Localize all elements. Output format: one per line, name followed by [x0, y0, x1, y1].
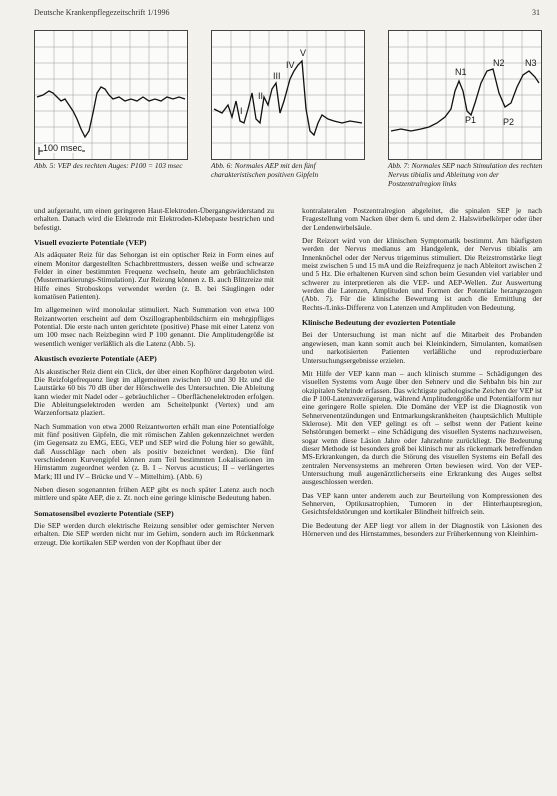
- section-heading: Akustisch evozierte Potentiale (AEP): [34, 354, 157, 364]
- right-column: [302, 207, 542, 543]
- body-paragraph: und aufgerauht, um einen geringeren Haut-Elektroden-Übergangswiderstand zu erhalten. Danach wird die Elektrode mit Elektroden-Klebepaste bestrichen und befestigt.: [34, 206, 274, 232]
- figure-sep: [388, 30, 542, 160]
- peak-label-n2: N2: [493, 58, 505, 68]
- body-paragraph: Das VEP kann unter anderem auch zur Beurteilung von Kompressionen des Sehnerven, Optikusatrophien, Tumoren in der Hinterhauptsregion, Gesichtsfeldstörungen und kortikaler Blindheit hilfreich sein.: [302, 490, 542, 517]
- figure-caption-5: Abb. 5: VEP des rechten Auges: P100 = 103 msec: [34, 161, 183, 170]
- section-heading: Visuell evozierte Potentiale (VEP): [34, 238, 147, 248]
- peak-label-1: I: [240, 106, 243, 116]
- figure-aep: [211, 30, 365, 160]
- scale-label: 100 msec: [43, 143, 83, 153]
- page-header: [34, 8, 540, 20]
- peak-label-2: II: [258, 91, 264, 101]
- peak-label-p2: P2: [503, 117, 515, 127]
- peak-label-p1: P1: [465, 115, 477, 125]
- journal-title: Deutsche Krankenpflegezeitschrift 1/1996: [34, 8, 170, 17]
- body-paragraph: kontralateralen Postzentralregion abgeleitet, die spinalen SEP je nach Fragestellung vom Nacken über dem 6. und dem 2. Halswirbelkörper oder über der Lendenwirbelsäule.: [302, 206, 542, 232]
- aep-plot: [212, 31, 364, 159]
- peak-label-5: V: [300, 48, 307, 58]
- section-heading: Somatosensibel evozierte Potentiale (SEP): [34, 508, 174, 518]
- peak-label-n3: N3: [525, 58, 537, 68]
- body-paragraph: Nach Summation von etwa 2000 Reizantworten erhält man eine Potentialfolge mit fünf positiven Gipfeln, die mit römischen Zahlen gekennzeichnet werden (im Gegensatz zu EMG, EEG, VEP und SEP wird die Polung hier so gewählt, daß Ausschläge nach oben als positiv bezeichnet werden). Die fünf verschiedenen Kurvengipfel können zum Teil bestimmten Lokalisationen im Hirnstamm zugeordnet werden (z. B. I – Nervus acusticus; II – verlängertes Mark; III und IV – Brücke und V – Mittelhirn). (Abb. 6): [34, 421, 274, 481]
- page-number: 31: [532, 8, 540, 17]
- left-column: [34, 207, 274, 552]
- body-paragraph: Bei der Untersuchung ist man nicht auf die Mitarbeit des Probanden angewiesen, man kann somit auch bei Kleinkindern, Simulanten, komatösen und narkotisierten Patienten verläßliche und reproduzierbare Untersuchungsergebnisse erzielen.: [302, 330, 542, 365]
- body-paragraph: Im allgemeinen wird monokular stimuliert. Nach Summation von etwa 100 Reizantworten erscheint auf dem Oszillographenbildschirm ein mehrgipfliges Potential. Die erste nach unten gerichtete (positive) Phase mit einer Latenz von um 100 msec nach Reizbeginn wird P 100 genannt. Die Amplitudengröße ist wesentlich weniger verläßlich als die Latenz (Abb. 5).: [34, 305, 274, 348]
- body-paragraph: Neben diesen sogenannten frühen AEP gibt es noch später Latenz auch noch mittlere und späte AEP, die z. Zt. noch eine geringe klinische Bedeutung haben.: [34, 484, 274, 503]
- figure-vep: [34, 30, 188, 160]
- body-paragraph: Als adäquater Reiz für das Sehorgan ist ein optischer Reiz in Form eines auf einem Monitor dargestellten Schachbrettmusters, dessen weiße und schwarze Felder in einer bestimmten Frequenz wechseln, heute am gebräuchlichsten (Mustermarkierungs-Stimulation). Zur Reizung können z. B. auch Blitzreize mit Hilfe eines Stroboskops verwendet werden (z. B. bei Säuglingen oder komatösen Patienten).: [34, 250, 274, 302]
- body-paragraph: Der Reizort wird von der klinischen Symptomatik bestimmt. Am häufigsten werden der Nervus medianus am Handgelenk, der Nervus tibialis am Innenknöchel oder der Nervus trigeminus stimuliert. Die Reizstromstärke liegt meist zwischen 5 und 15 mA und die Reizfrequenz je nach Ableitort zwischen 2 und 5 Hz. Die erhaltenen Kurven sind schon beim Gesunden viel variabler und schwerer zu interpretieren als die VEP- und AEP-Wellen. Zur Auswertung werden die Latenzen, Amplituden und Formen der Potentiale herangezogen (Abb. 7). Für die klinische Bewertung ist auch die Ermittlung der Rechts-/Links-Differenz von Latenzen und Amplituden von Bedeutung.: [302, 236, 542, 312]
- vep-plot: [35, 31, 187, 159]
- peak-label-3: III: [273, 71, 281, 81]
- peak-label-n1: N1: [455, 67, 467, 77]
- section-heading: Klinische Bedeutung der evozierten Potentiale: [302, 318, 456, 328]
- body-paragraph: Als akustischer Reiz dient ein Click, der über einen Kopfhörer dargeboten wird. Die Reizfolgefrequenz liegt im allgemeinen zwischen 10 und 30 Hz und die Lautstärke 60 bis 70 dB über der Hörschwelle des Untersuchten. Die Ableitung kann wieder mit Nadel oder – gebräuchlicher – Oberflächenelektroden erfolgen. Die Ableitungselektroden werden am Scheitelpunkt (Vertex) und am Warzenfortsatz plaziert.: [34, 366, 274, 418]
- peak-label-4: IV: [286, 60, 295, 70]
- sep-plot: [389, 31, 541, 159]
- body-paragraph: Die Bedeutung der AEP liegt vor allem in der Diagnostik von Läsionen des Hörnerven und des Hirnstammes, besonders zur Früherkennung von Kleinhirn-: [302, 520, 542, 539]
- body-paragraph: Die SEP werden durch elektrische Reizung sensibler oder gemischter Nerven erhalten. Die SEP werden nicht nur im Gehirn, sondern auch im Rückenmark erzeugt. Die kortikalen SEP werden von der Kopfhaut über der: [34, 521, 274, 547]
- body-paragraph: Mit Hilfe der VEP kann man – auch klinisch stumme – Schädigungen des visuellen Systems vom Auge über den Sehnerv und die Sehbahn bis hin zur okzipitalen Sehrinde erfassen. Das wichtigste pathologische Zeichen der VEP ist die P 100-Latenzverzögerung, während Amplitudengröße und Potentialform nur eine geringere Rolle spielen. Die Domäne der VEP ist die Diagnostik von Sehnervenentzündungen und Entmarkungskrankheiten (hauptsächlich Multiple Sklerose). Mit den VEP gelingt es oft – selbst wenn der Patient keine Sehstörungen bemerkt – eine Schädigung des visuellen Systems nachzuweisen, sogar wenn diese Läsion Jahre oder Jahrzehnte zurückliegt. Die Bedeutung dieser Methode ist besonders groß bei klinisch nur als rückenmark betreffenden MS-Erkrankungen, da durch die Störung des visuellen Systems ein Befall des zentralen Nervensystems an mehreren Orten bewiesen wird. Von der VEP-Untersuchung muß augenärztlicherseits eine Erkrankung des Auges selbst ausgeschlossen werden.: [302, 368, 543, 487]
- figure-caption-6: Abb. 6: Normales AEP mit den fünf charakteristischen positiven Gipfeln: [211, 161, 319, 179]
- figure-caption-7: Abb. 7: Normales SEP nach Stimulation des rechten Nervus tibialis und Ableitung von der Postzentralregion links: [388, 161, 543, 188]
